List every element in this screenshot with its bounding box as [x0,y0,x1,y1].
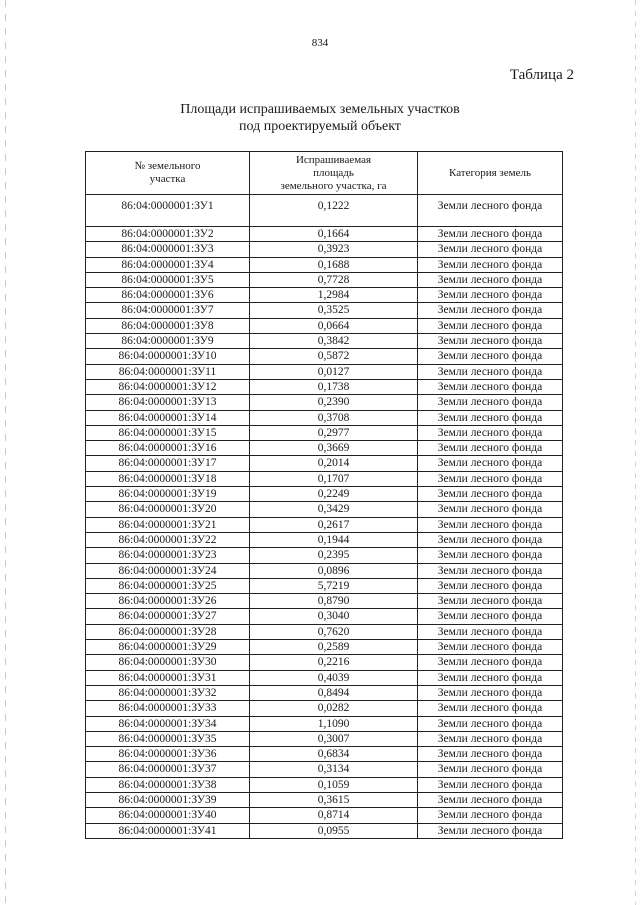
table-row [86,563,563,578]
cell-area: 0,7728 [250,272,418,287]
table-row [86,640,563,655]
table-row [86,288,563,303]
cell-land-category: Земли лесного фонда [418,227,563,242]
table-row [86,257,563,272]
cell-land-category: Земли лесного фонда [418,288,563,303]
table-row [86,517,563,532]
table-row [86,410,563,425]
cell-plot-number: 86:04:0000001:ЗУ29 [86,640,250,655]
table-row [86,578,563,593]
cell-area: 0,2390 [250,395,418,410]
table-row [86,441,563,456]
cell-area: 1,1090 [250,716,418,731]
cell-land-category: Земли лесного фонда [418,410,563,425]
cell-land-category: Земли лесного фонда [418,487,563,502]
cell-land-category: Земли лесного фонда [418,808,563,823]
cell-land-category: Земли лесного фонда [418,777,563,792]
cell-land-category: Земли лесного фонда [418,701,563,716]
header-line: площадь [313,166,354,179]
cell-plot-number: 86:04:0000001:ЗУ12 [86,379,250,394]
cell-plot-number: 86:04:0000001:ЗУ23 [86,548,250,563]
cell-plot-number: 86:04:0000001:ЗУ13 [86,395,250,410]
cell-plot-number: 86:04:0000001:ЗУ25 [86,578,250,593]
cell-area: 0,3134 [250,762,418,777]
cell-plot-number: 86:04:0000001:ЗУ10 [86,349,250,364]
cell-plot-number: 86:04:0000001:ЗУ5 [86,272,250,287]
cell-plot-number: 86:04:0000001:ЗУ21 [86,517,250,532]
cell-area: 0,1944 [250,532,418,547]
cell-area: 0,3525 [250,303,418,318]
cell-plot-number: 86:04:0000001:ЗУ30 [86,655,250,670]
column-header-land-category [418,152,563,195]
table-row [86,594,563,609]
cell-area: 0,2977 [250,425,418,440]
table-row [86,670,563,685]
table-row [86,334,563,349]
cell-area: 5,7219 [250,578,418,593]
table-row [86,242,563,257]
table-row [86,777,563,792]
cell-land-category: Земли лесного фонда [418,379,563,394]
cell-land-category: Земли лесного фонда [418,762,563,777]
cell-area: 0,8790 [250,594,418,609]
table-row [86,303,563,318]
cell-plot-number: 86:04:0000001:ЗУ37 [86,762,250,777]
cell-plot-number: 86:04:0000001:ЗУ39 [86,792,250,807]
table-row [86,272,563,287]
cell-land-category: Земли лесного фонда [418,303,563,318]
cell-area: 0,4039 [250,670,418,685]
cell-land-category: Земли лесного фонда [418,532,563,547]
cell-land-category: Земли лесного фонда [418,792,563,807]
cell-area: 0,8494 [250,685,418,700]
cell-area: 1,2984 [250,288,418,303]
cell-plot-number: 86:04:0000001:ЗУ34 [86,716,250,731]
cell-plot-number: 86:04:0000001:ЗУ8 [86,318,250,333]
header-line: земельного участка, га [280,179,387,192]
cell-land-category: Земли лесного фонда [418,578,563,593]
table-row [86,456,563,471]
cell-land-category: Земли лесного фонда [418,334,563,349]
cell-land-category: Земли лесного фонда [418,272,563,287]
cell-plot-number: 86:04:0000001:ЗУ3 [86,242,250,257]
table-row [86,624,563,639]
table-row [86,425,563,440]
cell-land-category: Земли лесного фонда [418,594,563,609]
header-line: участка [149,173,186,185]
cell-plot-number: 86:04:0000001:ЗУ35 [86,731,250,746]
cell-plot-number: 86:04:0000001:ЗУ4 [86,257,250,272]
table-row [86,655,563,670]
table-row [86,195,563,227]
cell-plot-number: 86:04:0000001:ЗУ28 [86,624,250,639]
table-header-row [86,152,563,195]
cell-land-category: Земли лесного фонда [418,395,563,410]
cell-plot-number: 86:04:0000001:ЗУ22 [86,532,250,547]
cell-area: 0,2395 [250,548,418,563]
cell-plot-number: 86:04:0000001:ЗУ38 [86,777,250,792]
cell-plot-number: 86:04:0000001:ЗУ31 [86,670,250,685]
table-row [86,747,563,762]
table-row [86,379,563,394]
cell-land-category: Земли лесного фонда [418,318,563,333]
table-row [86,808,563,823]
cell-land-category: Земли лесного фонда [418,731,563,746]
cell-area: 0,3842 [250,334,418,349]
cell-land-category: Земли лесного фонда [418,349,563,364]
cell-plot-number: 86:04:0000001:ЗУ7 [86,303,250,318]
cell-plot-number: 86:04:0000001:ЗУ15 [86,425,250,440]
cell-land-category: Земли лесного фонда [418,716,563,731]
cell-area: 0,5872 [250,349,418,364]
cell-area: 0,3429 [250,502,418,517]
cell-area: 0,2249 [250,487,418,502]
cell-land-category: Земли лесного фонда [418,670,563,685]
cell-plot-number: 86:04:0000001:ЗУ41 [86,823,250,838]
cell-plot-number: 86:04:0000001:ЗУ26 [86,594,250,609]
cell-land-category: Земли лесного фонда [418,548,563,563]
table-row [86,716,563,731]
table-row [86,227,563,242]
cell-land-category: Земли лесного фонда [418,257,563,272]
table-row [86,349,563,364]
cell-plot-number: 86:04:0000001:ЗУ9 [86,334,250,349]
cell-area: 0,0955 [250,823,418,838]
cell-plot-number: 86:04:0000001:ЗУ27 [86,609,250,624]
cell-area: 0,0664 [250,318,418,333]
cell-area: 0,0127 [250,364,418,379]
header-line: Испрашиваемая [295,153,372,166]
table-row [86,609,563,624]
cell-area: 0,0282 [250,701,418,716]
cell-land-category: Земли лесного фонда [418,685,563,700]
cell-area: 0,2014 [250,456,418,471]
table-heading [0,101,640,135]
table-row [86,548,563,563]
cell-plot-number: 86:04:0000001:ЗУ14 [86,410,250,425]
cell-area: 0,3007 [250,731,418,746]
cell-area: 0,3708 [250,410,418,425]
cell-plot-number: 86:04:0000001:ЗУ2 [86,227,250,242]
cell-area: 0,2216 [250,655,418,670]
table-row [86,792,563,807]
table-row [86,487,563,502]
table-row [86,471,563,486]
table-row [86,502,563,517]
table-row [86,823,563,838]
cell-area: 0,1688 [250,257,418,272]
page-number: 834 [311,37,329,49]
cell-area: 0,6834 [250,747,418,762]
cell-land-category: Земли лесного фонда [418,747,563,762]
cell-area: 0,0896 [250,563,418,578]
cell-land-category: Земли лесного фонда [418,471,563,486]
cell-land-category: Земли лесного фонда [418,624,563,639]
cell-land-category: Земли лесного фонда [418,563,563,578]
cell-area: 0,3040 [250,609,418,624]
table-row [86,731,563,746]
cell-plot-number: 86:04:0000001:ЗУ36 [86,747,250,762]
cell-land-category: Земли лесного фонда [418,364,563,379]
header-line: Категория земель [449,166,531,179]
cell-plot-number: 86:04:0000001:ЗУ19 [86,487,250,502]
header-line: № земельного [134,160,201,172]
cell-land-category: Земли лесного фонда [418,456,563,471]
table-row [86,395,563,410]
column-header-plot-number [86,152,250,195]
cell-land-category: Земли лесного фонда [418,242,563,257]
cell-land-category: Земли лесного фонда [418,425,563,440]
cell-land-category: Земли лесного фонда [418,655,563,670]
table-row [86,685,563,700]
table-row [86,762,563,777]
cell-area: 0,2589 [250,640,418,655]
cell-plot-number: 86:04:0000001:ЗУ16 [86,441,250,456]
cell-land-category: Земли лесного фонда [418,502,563,517]
scan-edge-right [635,0,636,905]
table-label: Таблица 2 [509,67,574,83]
cell-area: 0,2617 [250,517,418,532]
scan-edge-left [5,0,6,905]
cell-plot-number: 86:04:0000001:ЗУ6 [86,288,250,303]
cell-area: 0,3923 [250,242,418,257]
cell-plot-number: 86:04:0000001:ЗУ33 [86,701,250,716]
cell-land-category: Земли лесного фонда [418,609,563,624]
cell-plot-number: 86:04:0000001:ЗУ24 [86,563,250,578]
table-row [86,318,563,333]
table-row [86,364,563,379]
cell-area: 0,1664 [250,227,418,242]
cell-area: 0,3615 [250,792,418,807]
cell-area: 0,1059 [250,777,418,792]
column-header-area [250,152,418,195]
cell-area: 0,8714 [250,808,418,823]
cell-plot-number: 86:04:0000001:ЗУ1 [86,195,250,227]
cell-land-category: Земли лесного фонда [418,823,563,838]
cell-land-category: Земли лесного фонда [418,441,563,456]
heading-line: под проектируемый объект [239,119,401,134]
cell-area: 0,7620 [250,624,418,639]
cell-area: 0,1738 [250,379,418,394]
cell-plot-number: 86:04:0000001:ЗУ11 [86,364,250,379]
cell-area: 0,3669 [250,441,418,456]
cell-plot-number: 86:04:0000001:ЗУ32 [86,685,250,700]
table-row [86,701,563,716]
cell-land-category: Земли лесного фонда [418,640,563,655]
table-row [86,532,563,547]
cell-plot-number: 86:04:0000001:ЗУ20 [86,502,250,517]
cell-land-category: Земли лесного фонда [418,517,563,532]
cell-plot-number: 86:04:0000001:ЗУ17 [86,456,250,471]
cell-area: 0,1222 [250,195,418,227]
cell-plot-number: 86:04:0000001:ЗУ40 [86,808,250,823]
cell-land-category: Земли лесного фонда [418,195,563,227]
heading-line: Площади испрашиваемых земельных участков [180,102,460,117]
cell-area: 0,1707 [250,471,418,486]
land-plots-table [85,151,563,839]
cell-plot-number: 86:04:0000001:ЗУ18 [86,471,250,486]
